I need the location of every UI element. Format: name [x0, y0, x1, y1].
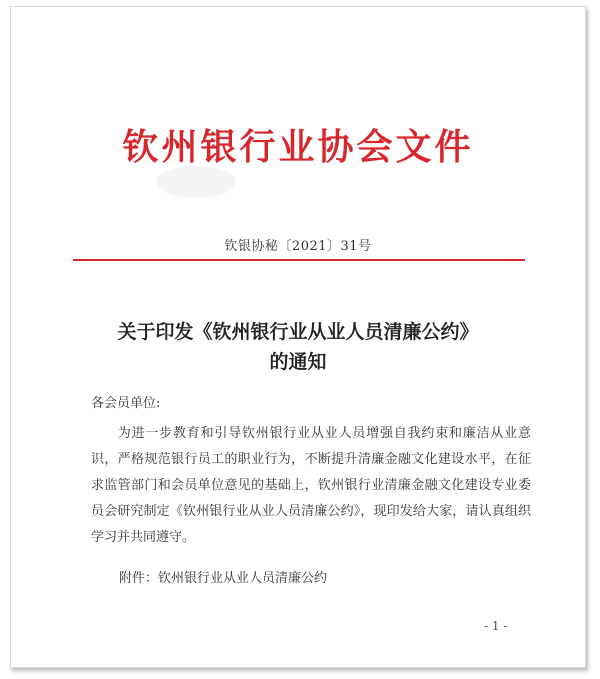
salutation: 各会员单位:: [91, 396, 161, 411]
document-header: 钦州银行业协会文件: [122, 127, 474, 168]
notice-title-line-2: 的通知: [269, 351, 327, 373]
body-paragraph: [91, 421, 531, 551]
attachment-line: 附件：钦州银行业从业人员清廉公约: [119, 571, 328, 586]
document-number: 钦银协秘〔2021〕31号: [224, 239, 372, 254]
notice-title-line-1: 关于印发《钦州银行业从业人员清廉公约》: [117, 321, 479, 343]
notice-title: [11, 317, 585, 377]
page-number: - 1 -: [484, 619, 508, 633]
red-divider-line: [73, 259, 525, 261]
body-paragraph-text: 为进一步教育和引导钦州银行业从业人员增强自我约束和廉洁从业意识，严格规范银行员工的职业行为，不断提升清廉金融文化建设水平，在征求监管部门和会员单位意见的基础上，钦州银行业清廉金融文化建设专业委员会研究制定《钦州银行业从业人员清廉公约》，现印发给大家，请认真组织学习并共同遵守。: [91, 426, 531, 545]
document-page: [10, 6, 586, 668]
